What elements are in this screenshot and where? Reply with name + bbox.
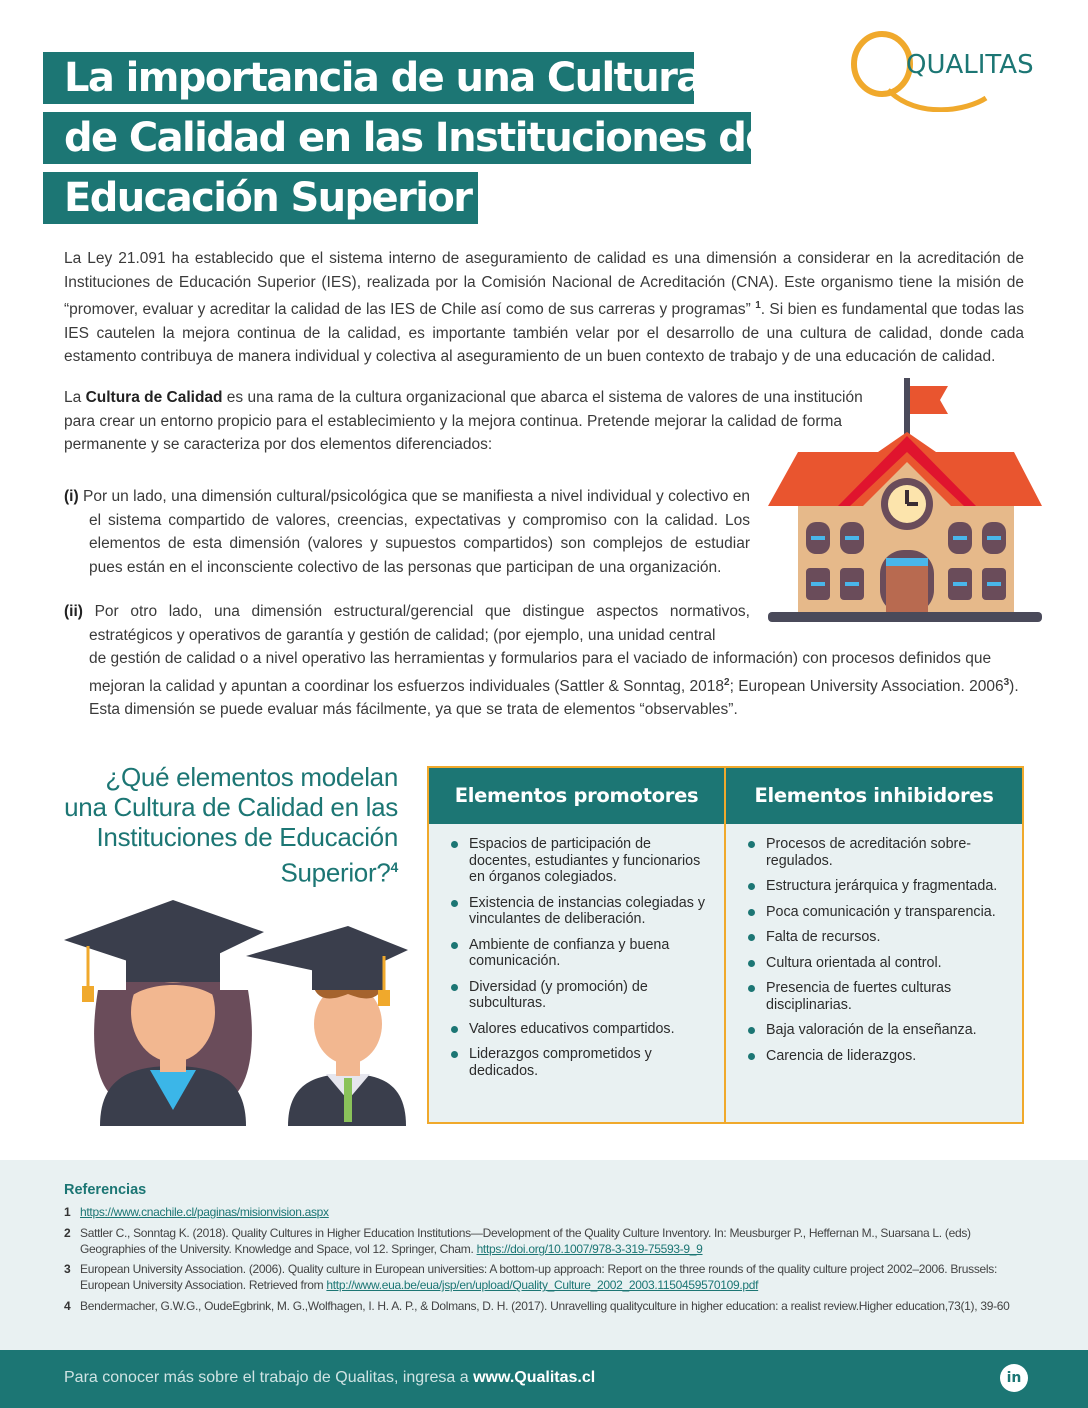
linkedin-icon[interactable]: in — [1000, 1364, 1028, 1392]
references-section — [0, 1160, 1088, 1350]
references-title: Referencias — [64, 1182, 147, 1198]
inhibidores-list — [726, 824, 1022, 1064]
item-i: (i) Por un lado, una dimensión cultural/psicológica que se manifiesta a nivel individual y colectivo en el sistema compartido de valores, creencias, expectativas y compromiso con la calidad. Los elementos de esta dimensión (valores y supuestos compartidos) son complejos de estudiar pues están en el inconsciente colectivo de las personas que participan de una organización. — [64, 488, 750, 576]
elements-table — [427, 766, 1024, 1124]
title-line-3: Educación Superior — [43, 172, 478, 224]
list-item: Procesos de acreditación sobre-regulados. — [766, 836, 1004, 869]
graduates-icon — [58, 890, 410, 1126]
footer-text: Para conocer más sobre el trabajo de Qualitas, ingresa a www.Qualitas.cl — [64, 1369, 596, 1386]
reference-link[interactable]: http://www.eua.be/eua/jsp/en/upload/Quality_Culture_2002_2003.1150459570109.pdf — [326, 1278, 759, 1293]
promotores-list — [429, 824, 724, 1079]
list-item: Estructura jerárquica y fragmentada. — [766, 878, 1004, 895]
reference-item: 1 https://www.cnachile.cl/paginas/misionvision.aspx — [64, 1205, 329, 1219]
promotores-header: Elementos promotores — [429, 768, 724, 824]
item-ii: (ii) Por otro lado, una dimensión estructural/gerencial que distingue aspectos normativos, estratégicos y operativos de garantía y gestión de calidad; (por ejemplo, una unidad central — [64, 603, 750, 644]
list-item: Valores educativos compartidos. — [469, 1021, 706, 1038]
reference-item: 4 Bendermacher, G.W.G., OudeEgbrink, M. G.,Wolfhagen, I. H. A. P., & Dolmans, D. H. (2017). Unravelling qualityculture in higher education: a realist review.Higher education,73(1), 39-60 — [64, 1299, 1010, 1313]
footer-link[interactable]: www.Qualitas.cl — [473, 1369, 596, 1386]
item-ii-continued: de gestión de calidad o a nivel operativo las herramientas y formularios para el vaciado de información) con procesos definidos que mejoran la calidad y apuntan a coordinar los esfuerzos individuales (Sattler & Sonntag, 2018$^2$; European University Association. 2006$^3$). Esta dimensión se puede evaluar más fácilmente, ya que se trata de elementos “observables”. — [89, 650, 1019, 719]
reference-item: 3 European University Association. (2006). Quality culture in European universities: A bottom-up approach: Report on the three rounds of the quality culture project 2002–2006. Brussels: European University Association. Retrieved from http://www.eua.be/eua/jsp/en/upload/Quality_Culture_2002_2003.1150459570109.pdf — [64, 1262, 997, 1293]
reference-link[interactable]: https://doi.org/10.1007/978-3-319-75593-9_9 — [476, 1242, 703, 1257]
title-line-1: La importancia de una Cultura — [43, 52, 694, 104]
list-item: Espacios de participación de docentes, estudiantes y funcionarios en órganos colegiados. — [469, 836, 706, 886]
list-item: Presencia de fuertes culturas disciplinarias. — [766, 980, 1004, 1013]
intro-paragraph: La Ley 21.091 ha establecido que el sistema interno de aseguramiento de calidad es una dimensión a considerar en la acreditación de Instituciones de Educación Superior (IES), realizada por la Comisión Nacional de Acreditación (CNA). Este organismo tiene la misión de “promover, evaluar y acreditar la calidad de las IES de Chile así como de sus carreras y programas” $^1$. Si bien es fundamental que todas las IES cautelen la mejora continua de la calidad, es importante también velar por el desarrollo de una cultura de calidad, donde cada estamento contribuya de manera individual y colectiva al aseguramiento de un buen contexto de trabajo y de una educación de calidad. — [64, 250, 1024, 366]
reference-item: 2 Sattler C., Sonntag K. (2018). Quality Cultures in Higher Education Institutions—Development of the Quality Culture Inventory. In: Meusburger P., Heffernan M., Suarsana L. (eds) Geographies of the University. Knowledge and Space, vol 12. Springer, Cham. https://doi.org/10.1007/978-3-319-75593-9_9 — [64, 1226, 971, 1257]
list-item: Baja valoración de la enseñanza. — [766, 1022, 1004, 1039]
list-item: Existencia de instancias colegiadas y vinculantes de deliberación. — [469, 894, 706, 927]
list-item: Poca comunicación y transparencia. — [766, 904, 1004, 921]
list-item: Liderazgos comprometidos y dedicados. — [469, 1046, 706, 1079]
inhibidores-header: Elementos inhibidores — [726, 768, 1022, 824]
question-heading: ¿Qué elementos modelan una Cultura de Calidad en las Instituciones de Educación Superior?$^4$ — [64, 762, 398, 888]
title-line-2: de Calidad en las Instituciones de — [43, 112, 751, 164]
promotores-column — [429, 768, 726, 1122]
list-item: Carencia de liderazgos. — [766, 1048, 1004, 1065]
list-item: Cultura orientada al control. — [766, 955, 1004, 972]
logo-text: QUALITAS — [906, 50, 1034, 80]
list-item: Ambiente de confianza y buena comunicación. — [469, 937, 706, 970]
culture-paragraph: La Cultura de Calidad es una rama de la cultura organizacional que abarca el sistema de valores de una institución para crear un entorno propicio para el establecimiento y la mejora continua. Pretende mejorar la calidad de forma permanente y se caracteriza por dos elementos diferenciados: — [64, 389, 863, 453]
school-building-icon — [768, 372, 1044, 624]
culture-term: Cultura de Calidad — [85, 389, 223, 406]
inhibidores-column — [726, 768, 1022, 1122]
list-item: Diversidad (y promoción) de subculturas. — [469, 979, 706, 1012]
list-item: Falta de recursos. — [766, 929, 1004, 946]
footer — [0, 1350, 1088, 1408]
reference-link[interactable]: https://www.cnachile.cl/paginas/misionvision.aspx — [80, 1205, 329, 1219]
